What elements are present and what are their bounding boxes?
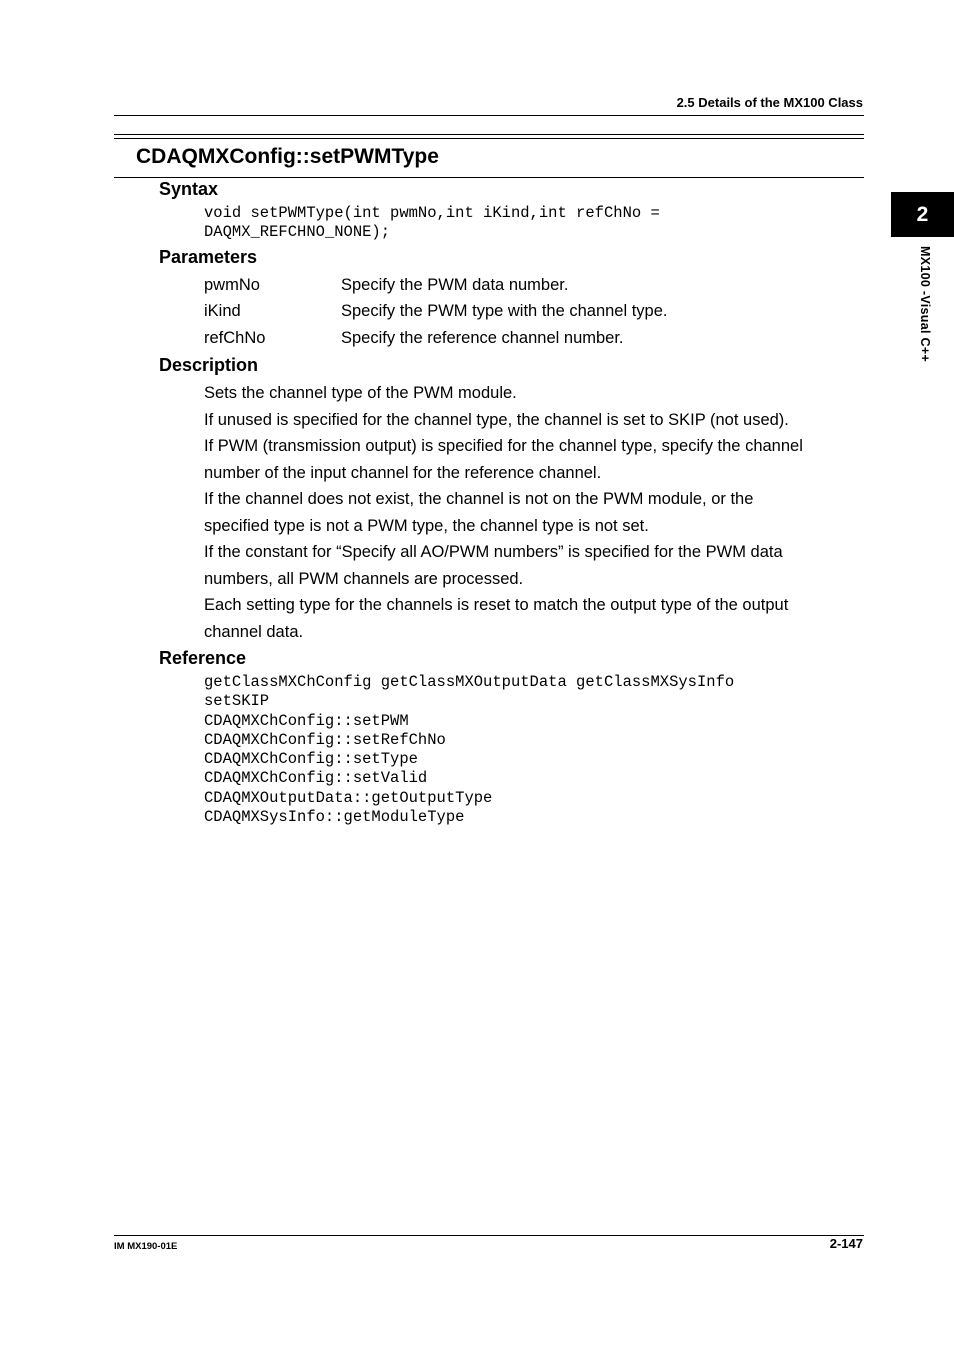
description-line: If the constant for “Specify all AO/PWM numbers” is specified for the PWM data bbox=[204, 543, 783, 561]
parameters-heading: Parameters bbox=[159, 247, 258, 267]
reference-line: CDAQMXChConfig::setType bbox=[204, 750, 418, 769]
description-body bbox=[204, 380, 854, 645]
syntax-code bbox=[204, 204, 660, 243]
syntax-line: void setPWMType(int pwmNo,int iKind,int refChNo = bbox=[204, 204, 660, 222]
reference-line: CDAQMXChConfig::setValid bbox=[204, 769, 428, 788]
header-rule bbox=[114, 115, 864, 116]
param-desc: Specify the PWM data number. bbox=[341, 276, 569, 294]
syntax-heading: Syntax bbox=[159, 179, 219, 199]
description-line: numbers, all PWM channels are processed. bbox=[204, 569, 524, 588]
footer-doc-id: IM MX190-01E bbox=[114, 1241, 178, 1252]
page-title: CDAQMXConfig::setPWMType bbox=[136, 145, 439, 168]
chapter-tab: 2 bbox=[891, 192, 954, 237]
param-name: refChNo bbox=[204, 329, 266, 347]
param-name: pwmNo bbox=[204, 276, 260, 294]
reference-line: getClassMXChConfig getClassMXOutputData getClassMXSysInfo bbox=[204, 673, 735, 691]
reference-line: setSKIP bbox=[204, 692, 270, 711]
reference-heading: Reference bbox=[159, 648, 247, 668]
title-rule-top-1 bbox=[114, 134, 864, 135]
reference-line: CDAQMXChConfig::setPWM bbox=[204, 711, 409, 730]
footer-rule bbox=[114, 1235, 864, 1236]
title-rule-bottom bbox=[114, 177, 864, 178]
description-line: Each setting type for the channels is reset to match the output type of the output bbox=[204, 596, 789, 614]
chapter-side-label: MX100 -Visual C++ bbox=[918, 246, 932, 363]
title-rule-top-2 bbox=[114, 138, 864, 139]
description-line: If the channel does not exist, the channel is not on the PWM module, or the bbox=[204, 490, 754, 508]
description-heading: Description bbox=[159, 355, 259, 375]
param-desc: Specify the PWM type with the channel type. bbox=[341, 302, 668, 320]
description-line: If unused is specified for the channel type, the channel is set to SKIP (not used). bbox=[204, 410, 789, 429]
syntax-line: DAQMX_REFCHNO_NONE); bbox=[204, 223, 391, 242]
description-line: Sets the channel type of the PWM module. bbox=[204, 384, 517, 402]
description-line: specified type is not a PWM type, the channel type is not set. bbox=[204, 516, 649, 535]
reference-line: CDAQMXOutputData::getOutputType bbox=[204, 788, 493, 807]
description-line: If PWM (transmission output) is specified for the channel type, specify the channel bbox=[204, 437, 803, 455]
running-header: 2.5 Details of the MX100 Class bbox=[676, 95, 863, 110]
page-number: 2-147 bbox=[829, 1236, 863, 1251]
reference-code bbox=[204, 673, 734, 827]
description-line: number of the input channel for the reference channel. bbox=[204, 463, 602, 482]
description-line: channel data. bbox=[204, 622, 304, 641]
param-desc: Specify the reference channel number. bbox=[341, 329, 624, 347]
reference-line: CDAQMXSysInfo::getModuleType bbox=[204, 808, 465, 827]
reference-line: CDAQMXChConfig::setRefChNo bbox=[204, 730, 446, 749]
param-name: iKind bbox=[204, 302, 241, 320]
